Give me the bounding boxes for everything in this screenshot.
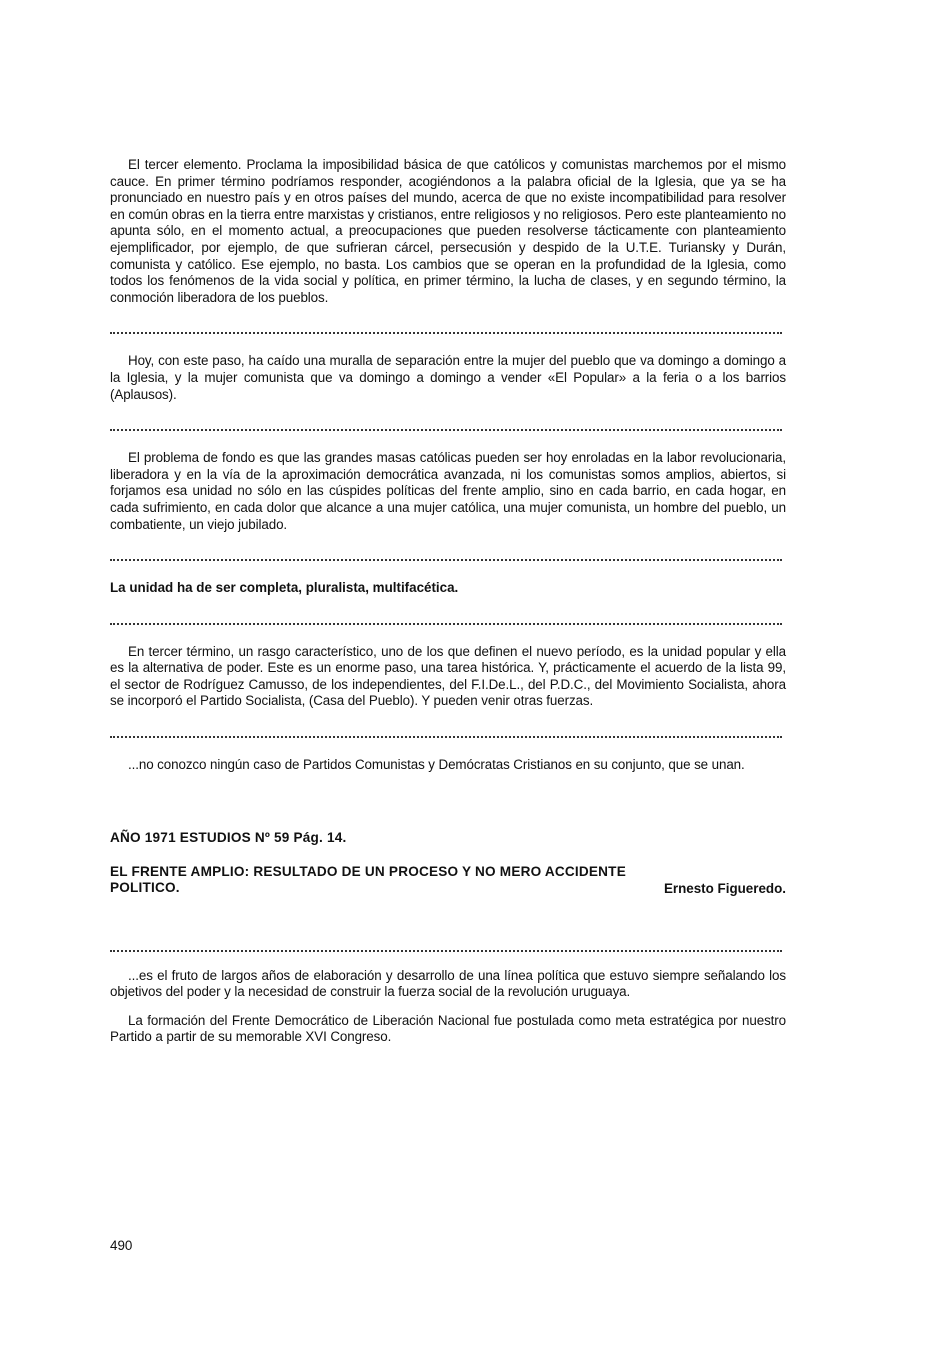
paragraph-fruto: ...es el fruto de largos años de elaboración y desarrollo de una línea política que estuvo siempre señalando los objetivos del poder y la necesidad de construir la fuerza social de la revolución uruguaya. (110, 967, 786, 1000)
paragraph-unidad-completa: La unidad ha de ser completa, pluralista, multifacética. (110, 580, 459, 596)
document-page (110, 157, 786, 1046)
paragraph-problema-de-fondo: El problema de fondo es que las grandes masas católicas pueden ser hoy enroladas en la labor revolucionaria, liberadora y en la vía de la aproximación democrática avanzada, ni los comunistas somos amplios, abiertos, si forjamos esa unidad no sólo en las cúspides políticas del frente amplio, sino en cada barrio, en cada hogar, en cada sufrimiento, en cada dolor que alcance a una mujer católica, una mujer comunista, un hombre del pueblo, un combatiente, un viejo jubilado. (110, 450, 786, 532)
ellipsis-separator (110, 734, 782, 738)
article-title (110, 864, 626, 896)
ellipsis-separator (110, 948, 782, 952)
article-title-block (110, 864, 786, 896)
paragraph-formacion-frente: La formación del Frente Democrático de Liberación Nacional fue postulada como meta estratégica por nuestro Partido a partir de su memorable XVI Congreso. (110, 1012, 786, 1045)
paragraph-tercer-termino: En tercer término, un rasgo característico, uno de los que definen el nuevo período, es la unidad popular y ella es la alternativa de poder. Este es un enorme paso, una tarea histórica. Y, prácticamente el acuerdo de la lista 99, el sector de Rodríguez Camusso, de los independientes, del F.I.De.L., del P.D.C., del Movimiento Socialista, ahora se incorporó el Partido Socialista, (Casa del Pueblo). Y pueden venir otras fuerzas. (110, 643, 786, 709)
article-title-line-1: EL FRENTE AMPLIO: RESULTADO DE UN PROCESO Y NO MERO ACCIDENTE (110, 863, 626, 879)
article-title-line-2: POLITICO. (110, 879, 180, 895)
ellipsis-separator (110, 330, 782, 334)
paragraph-no-conozco: ...no conozco ningún caso de Partidos Comunistas y Demócratas Cristianos en su conjunto, que se unan. (128, 757, 745, 773)
ellipsis-separator (110, 427, 782, 431)
ellipsis-separator (110, 557, 782, 561)
article-author: Ernesto Figueredo. (663, 880, 786, 896)
source-citation: AÑO 1971 ESTUDIOS Nº 59 Pág. 14. (110, 829, 347, 845)
paragraph-muralla: Hoy, con este paso, ha caído una muralla de separación entre la mujer del pueblo que va domingo a domingo a la Iglesia, y la mujer comunista que va domingo a domingo a vender «El Popular» a la feria o a los barrios (Aplausos). (110, 353, 786, 402)
page-number: 490 (110, 1238, 133, 1253)
ellipsis-separator (110, 621, 782, 625)
paragraph-tercer-elemento: El tercer elemento. Proclama la imposibilidad básica de que católicos y comunistas marchemos por el mismo cauce. En primer término podríamos responder, acogiéndonos a la palabra oficial de la Iglesia, que ya se ha pronunciado en nuestro país y en otros países del mundo, acerca de que no existe incompatibilidad para resolver en común obras en la tierra entre marxistas y cristianos, entre religiosos y no religiosos. Pero este planteamiento no apunta sólo, en el momento actual, a preocupaciones que pueden resolverse tácticamente con planteamiento ejemplificador, por ejemplo, de que sufrieran cárcel, persecusión y despido de la U.T.E. Turiansky y Durán, comunista y católico. Ese ejemplo, no basta. Los cambios que se operan en la profundidad de la Iglesia, como todos los fenómenos de la vida social y política, en primer término, la lucha de clases, y en segundo término, la conmoción liberadora de los pueblos. (110, 157, 786, 305)
